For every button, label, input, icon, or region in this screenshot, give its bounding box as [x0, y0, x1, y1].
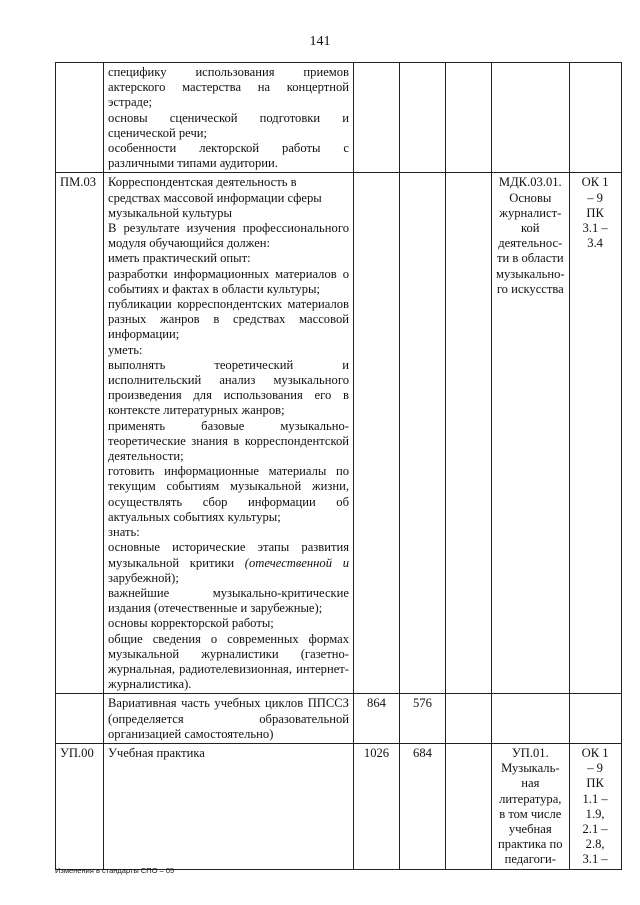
- competency-cell: [569, 743, 621, 869]
- content-line: текущим событиям музыкальной жизни,: [108, 479, 349, 494]
- content-line: организацией самостоятельно): [108, 726, 274, 741]
- competency-cell: [569, 63, 621, 173]
- content-line: информации;: [108, 327, 180, 342]
- hours-cell: 684: [400, 743, 446, 869]
- table-row: [56, 743, 622, 869]
- content-line: разработки информационных материалов о: [108, 266, 349, 281]
- component-cell: [492, 173, 570, 694]
- content-line: журнальная, радиотелевизионная, интернет-: [108, 661, 349, 676]
- component-cell-line: деятельнос-: [498, 236, 563, 251]
- component-cell-line: в том числе: [499, 806, 562, 821]
- component-cell-line: УП.01.: [511, 745, 549, 760]
- content-line: деятельности;: [108, 449, 184, 464]
- competency-cell: [569, 173, 621, 694]
- content-line: эстраде;: [108, 95, 153, 110]
- component-cell-line: кой: [521, 221, 540, 236]
- competency-cell-line: 2.8,: [585, 837, 605, 852]
- content-line: Учебная практика: [108, 745, 205, 760]
- content-line: (определяется образовательной: [108, 711, 349, 726]
- competency-cell-line: ОК 1: [581, 745, 609, 760]
- content-line: иметь практический опыт:: [108, 251, 251, 266]
- competency-cell-line: 3.1 –: [582, 852, 608, 867]
- content-line: актуальных событиях культуры;: [108, 509, 281, 524]
- hours-cell: [400, 63, 446, 173]
- competency-cell-line: – 9: [587, 761, 603, 776]
- hours-cell: [446, 694, 492, 744]
- content-line: произведения для использования его в: [108, 388, 349, 403]
- component-cell: [492, 743, 570, 869]
- component-cell: [492, 63, 570, 173]
- competency-cell-line: 3.1 –: [582, 221, 608, 236]
- content-line: специфику использования приемов: [108, 65, 349, 79]
- content-line: В результате изучения профессионального: [108, 221, 349, 236]
- content-line: издания (отечественные и зарубежные);: [108, 601, 323, 616]
- table-row: [56, 694, 622, 744]
- component-cell-line: музыкально-: [496, 266, 565, 281]
- component-cell-line: Музыкаль-: [501, 761, 560, 776]
- competency-cell-line: ПК: [586, 776, 604, 791]
- content-line: применять базовые музыкально-: [108, 418, 349, 433]
- content-line: готовить информационные материалы по: [108, 464, 349, 479]
- content-line: основы сценической подготовки и: [108, 110, 349, 125]
- component-cell-line: МДК.03.01.: [498, 175, 562, 190]
- content-line: средствах массовой информации сферы: [108, 190, 322, 205]
- hours-cell: 1026: [354, 743, 400, 869]
- competency-cell-line: 1.1 –: [582, 791, 608, 806]
- hours-cell: [446, 743, 492, 869]
- component-cell-line: литература,: [499, 791, 562, 806]
- component-cell: [492, 694, 570, 744]
- hours-cell: 576: [400, 694, 446, 744]
- hours-cell: 864: [354, 694, 400, 744]
- content-line: контексте литературных жанров;: [108, 403, 285, 418]
- content-line: выполнять теоретический и: [108, 357, 349, 372]
- content-line: событиях и фактах в области культуры;: [108, 281, 320, 296]
- hours-cell: [446, 173, 492, 694]
- table-row: [56, 63, 622, 173]
- content-line: зарубежной);: [108, 570, 179, 585]
- content-line: разных жанров в средствах массовой: [108, 312, 349, 327]
- competency-cell-line: – 9: [587, 190, 603, 205]
- competency-cell-line: 2.1 –: [582, 821, 608, 836]
- competency-cell-line: 1.9,: [585, 806, 605, 821]
- content-cell: [104, 63, 354, 173]
- content-line: уметь:: [108, 342, 143, 357]
- content-line: публикации корреспондентских материалов: [108, 297, 349, 312]
- index-cell: [56, 694, 104, 744]
- content-line: музыкальной журналистики (газетно-: [108, 646, 349, 661]
- component-cell-line: ти в области: [497, 251, 564, 266]
- index-cell: [56, 63, 104, 173]
- index-cell: ПМ.03: [56, 173, 104, 694]
- content-cell: [104, 743, 354, 869]
- content-line: основы корректорской работы;: [108, 616, 274, 631]
- content-cell: [104, 694, 354, 744]
- content-line: музыкальной культуры: [108, 205, 232, 220]
- component-cell-line: Основы: [509, 190, 552, 205]
- hours-cell: [354, 63, 400, 173]
- content-line: модуля обучающийся должен:: [108, 236, 271, 251]
- content-line: основные исторические этапы развития: [108, 540, 349, 555]
- hours-cell: [400, 173, 446, 694]
- component-cell-line: го искусства: [496, 281, 564, 296]
- content-line: общие сведения о современных формах: [108, 631, 349, 646]
- index-cell: УП.00: [56, 743, 104, 869]
- content-line: журналистика).: [108, 677, 192, 692]
- content-line: сценической речи;: [108, 125, 208, 140]
- content-line: Корреспондентская деятельность в: [108, 175, 297, 190]
- competency-cell-line: ПК: [586, 205, 604, 220]
- competency-cell-line: ОК 1: [581, 175, 609, 190]
- component-cell-line: практика по: [498, 837, 563, 852]
- content-line: музыкальной критики (отечественной и: [108, 555, 349, 570]
- content-line: важнейшие музыкально-критические: [108, 585, 349, 600]
- component-cell-line: журналист-: [499, 205, 562, 220]
- content-line: исполнительский анализ музыкального: [108, 373, 349, 388]
- component-cell-line: педагоги-: [504, 852, 556, 867]
- content-line: теоретические знания в корреспондентской: [108, 433, 349, 448]
- footer-note: Изменения в стандарты СПО – 05: [55, 866, 175, 875]
- component-cell-line: ная: [521, 776, 540, 791]
- hours-cell: [354, 173, 400, 694]
- component-cell-line: учебная: [508, 821, 552, 836]
- content-cell: [104, 173, 354, 694]
- hours-cell: [446, 63, 492, 173]
- page-number: 141: [309, 34, 331, 49]
- competency-cell-line: 3.4: [587, 236, 603, 251]
- table-row: [56, 173, 622, 694]
- content-line: знать:: [108, 525, 140, 540]
- competency-cell: [569, 694, 621, 744]
- curriculum-table: [55, 62, 622, 870]
- content-line: актерского мастерства на концертной: [108, 80, 349, 95]
- content-line: особенности лекторской работы с: [108, 141, 349, 156]
- content-line: осуществлять сбор информации об: [108, 494, 349, 509]
- content-line: Вариативная часть учебных циклов ППССЗ: [108, 696, 349, 711]
- content-line: различными типами аудитории.: [108, 156, 278, 171]
